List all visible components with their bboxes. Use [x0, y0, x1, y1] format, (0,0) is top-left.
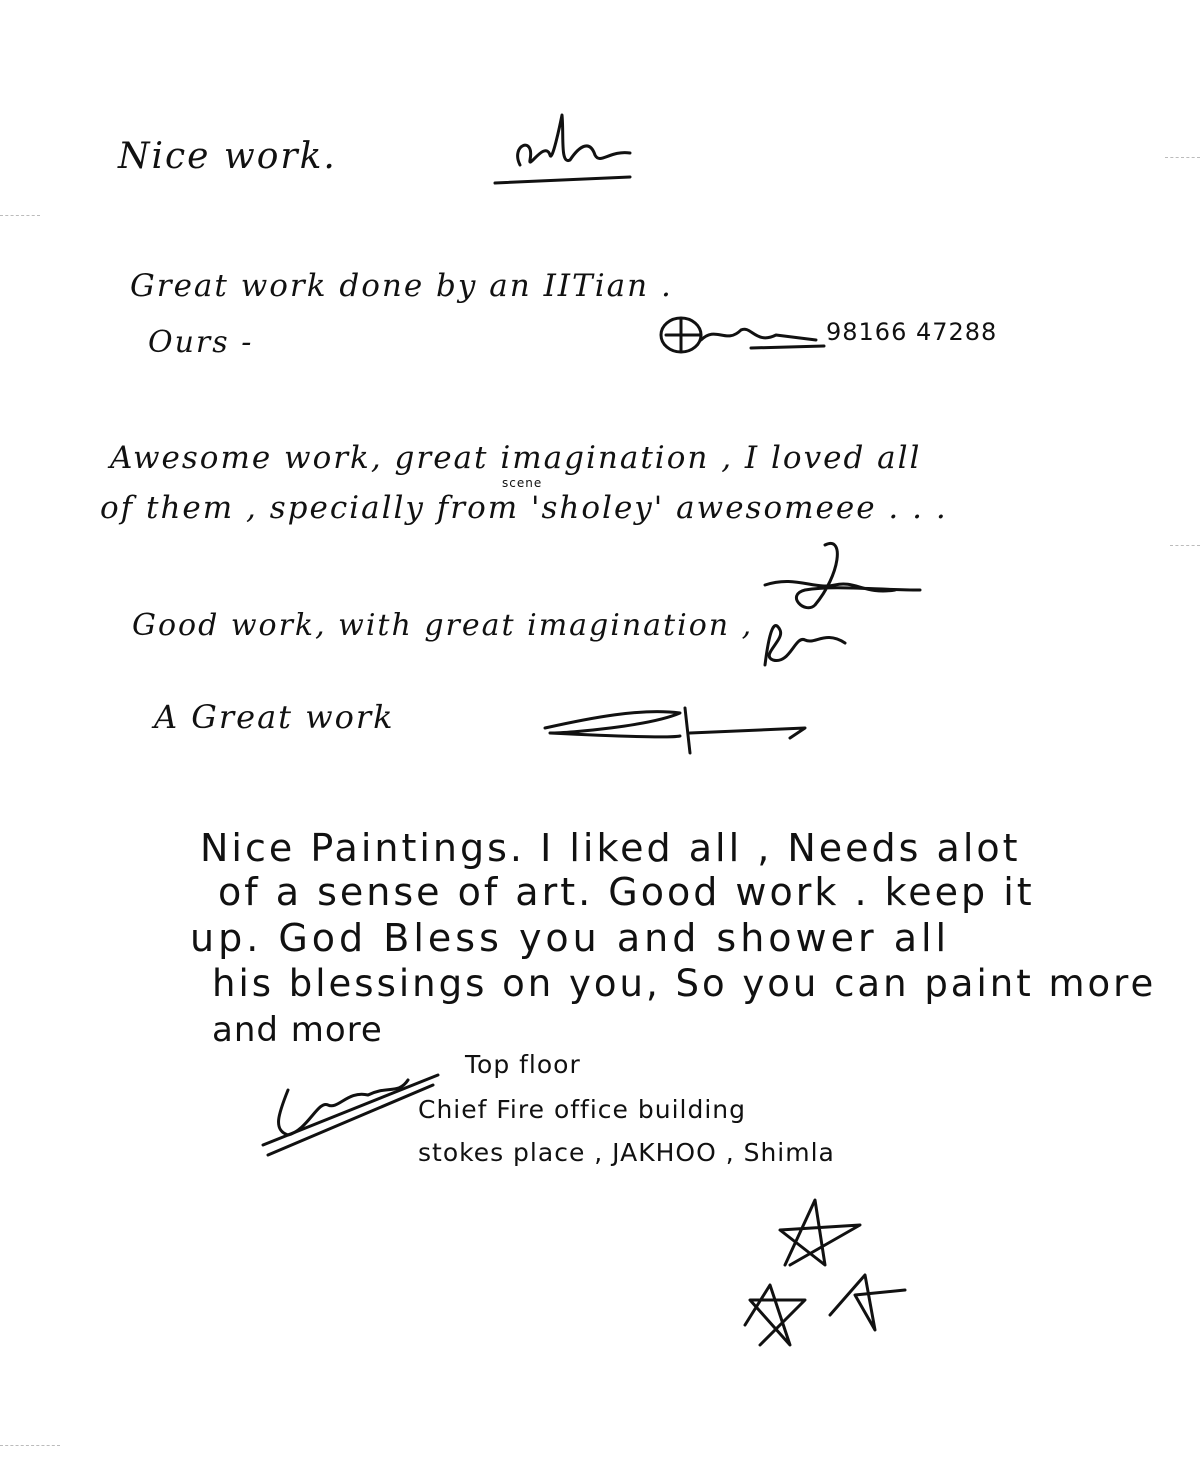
address-line2: Chief Fire office building [418, 1095, 746, 1124]
signature-6 [775, 1195, 865, 1279]
comment-nice-work: Nice work. [118, 136, 337, 177]
comment-paintings-line5: and more [212, 1010, 383, 1050]
signature-4 [530, 698, 820, 762]
comment-awesome-line2: of them , specially from 'sholey' awesomeee . . . [100, 490, 948, 526]
scan-mark [1165, 157, 1200, 159]
comment-iitian-line2: Ours - [148, 325, 254, 360]
comment-iitian-line1: Great work done by an IITian . [130, 268, 673, 304]
address-line3: stokes place , JAKHOO , Shimla [418, 1138, 835, 1167]
phone-number: 98166 47288 [826, 318, 998, 346]
signature-1 [490, 105, 650, 194]
comment-paintings-line1: Nice Paintings. I liked all , Needs alot [200, 826, 1021, 870]
comment-awesome-insert: scene [502, 476, 543, 490]
scan-mark [1170, 545, 1200, 547]
star-mark [735, 1270, 915, 1364]
comment-a-great-work: A Great work [154, 698, 395, 736]
comment-paintings-line2: of a sense of art. Good work . keep it [218, 870, 1035, 914]
scan-mark [0, 215, 40, 217]
comment-good-work: Good work, with great imagination , [132, 608, 754, 643]
address-line1: Top floor [465, 1050, 581, 1079]
signature-3 [745, 535, 925, 679]
signature-2 [656, 310, 826, 364]
scan-mark [0, 1445, 60, 1447]
comment-paintings-line3: up. God Bless you and shower all [190, 916, 951, 960]
comment-awesome-line1: Awesome work, great imagination , I loved all [110, 440, 922, 476]
comment-paintings-line4: his blessings on you, So you can paint more [212, 962, 1157, 1005]
